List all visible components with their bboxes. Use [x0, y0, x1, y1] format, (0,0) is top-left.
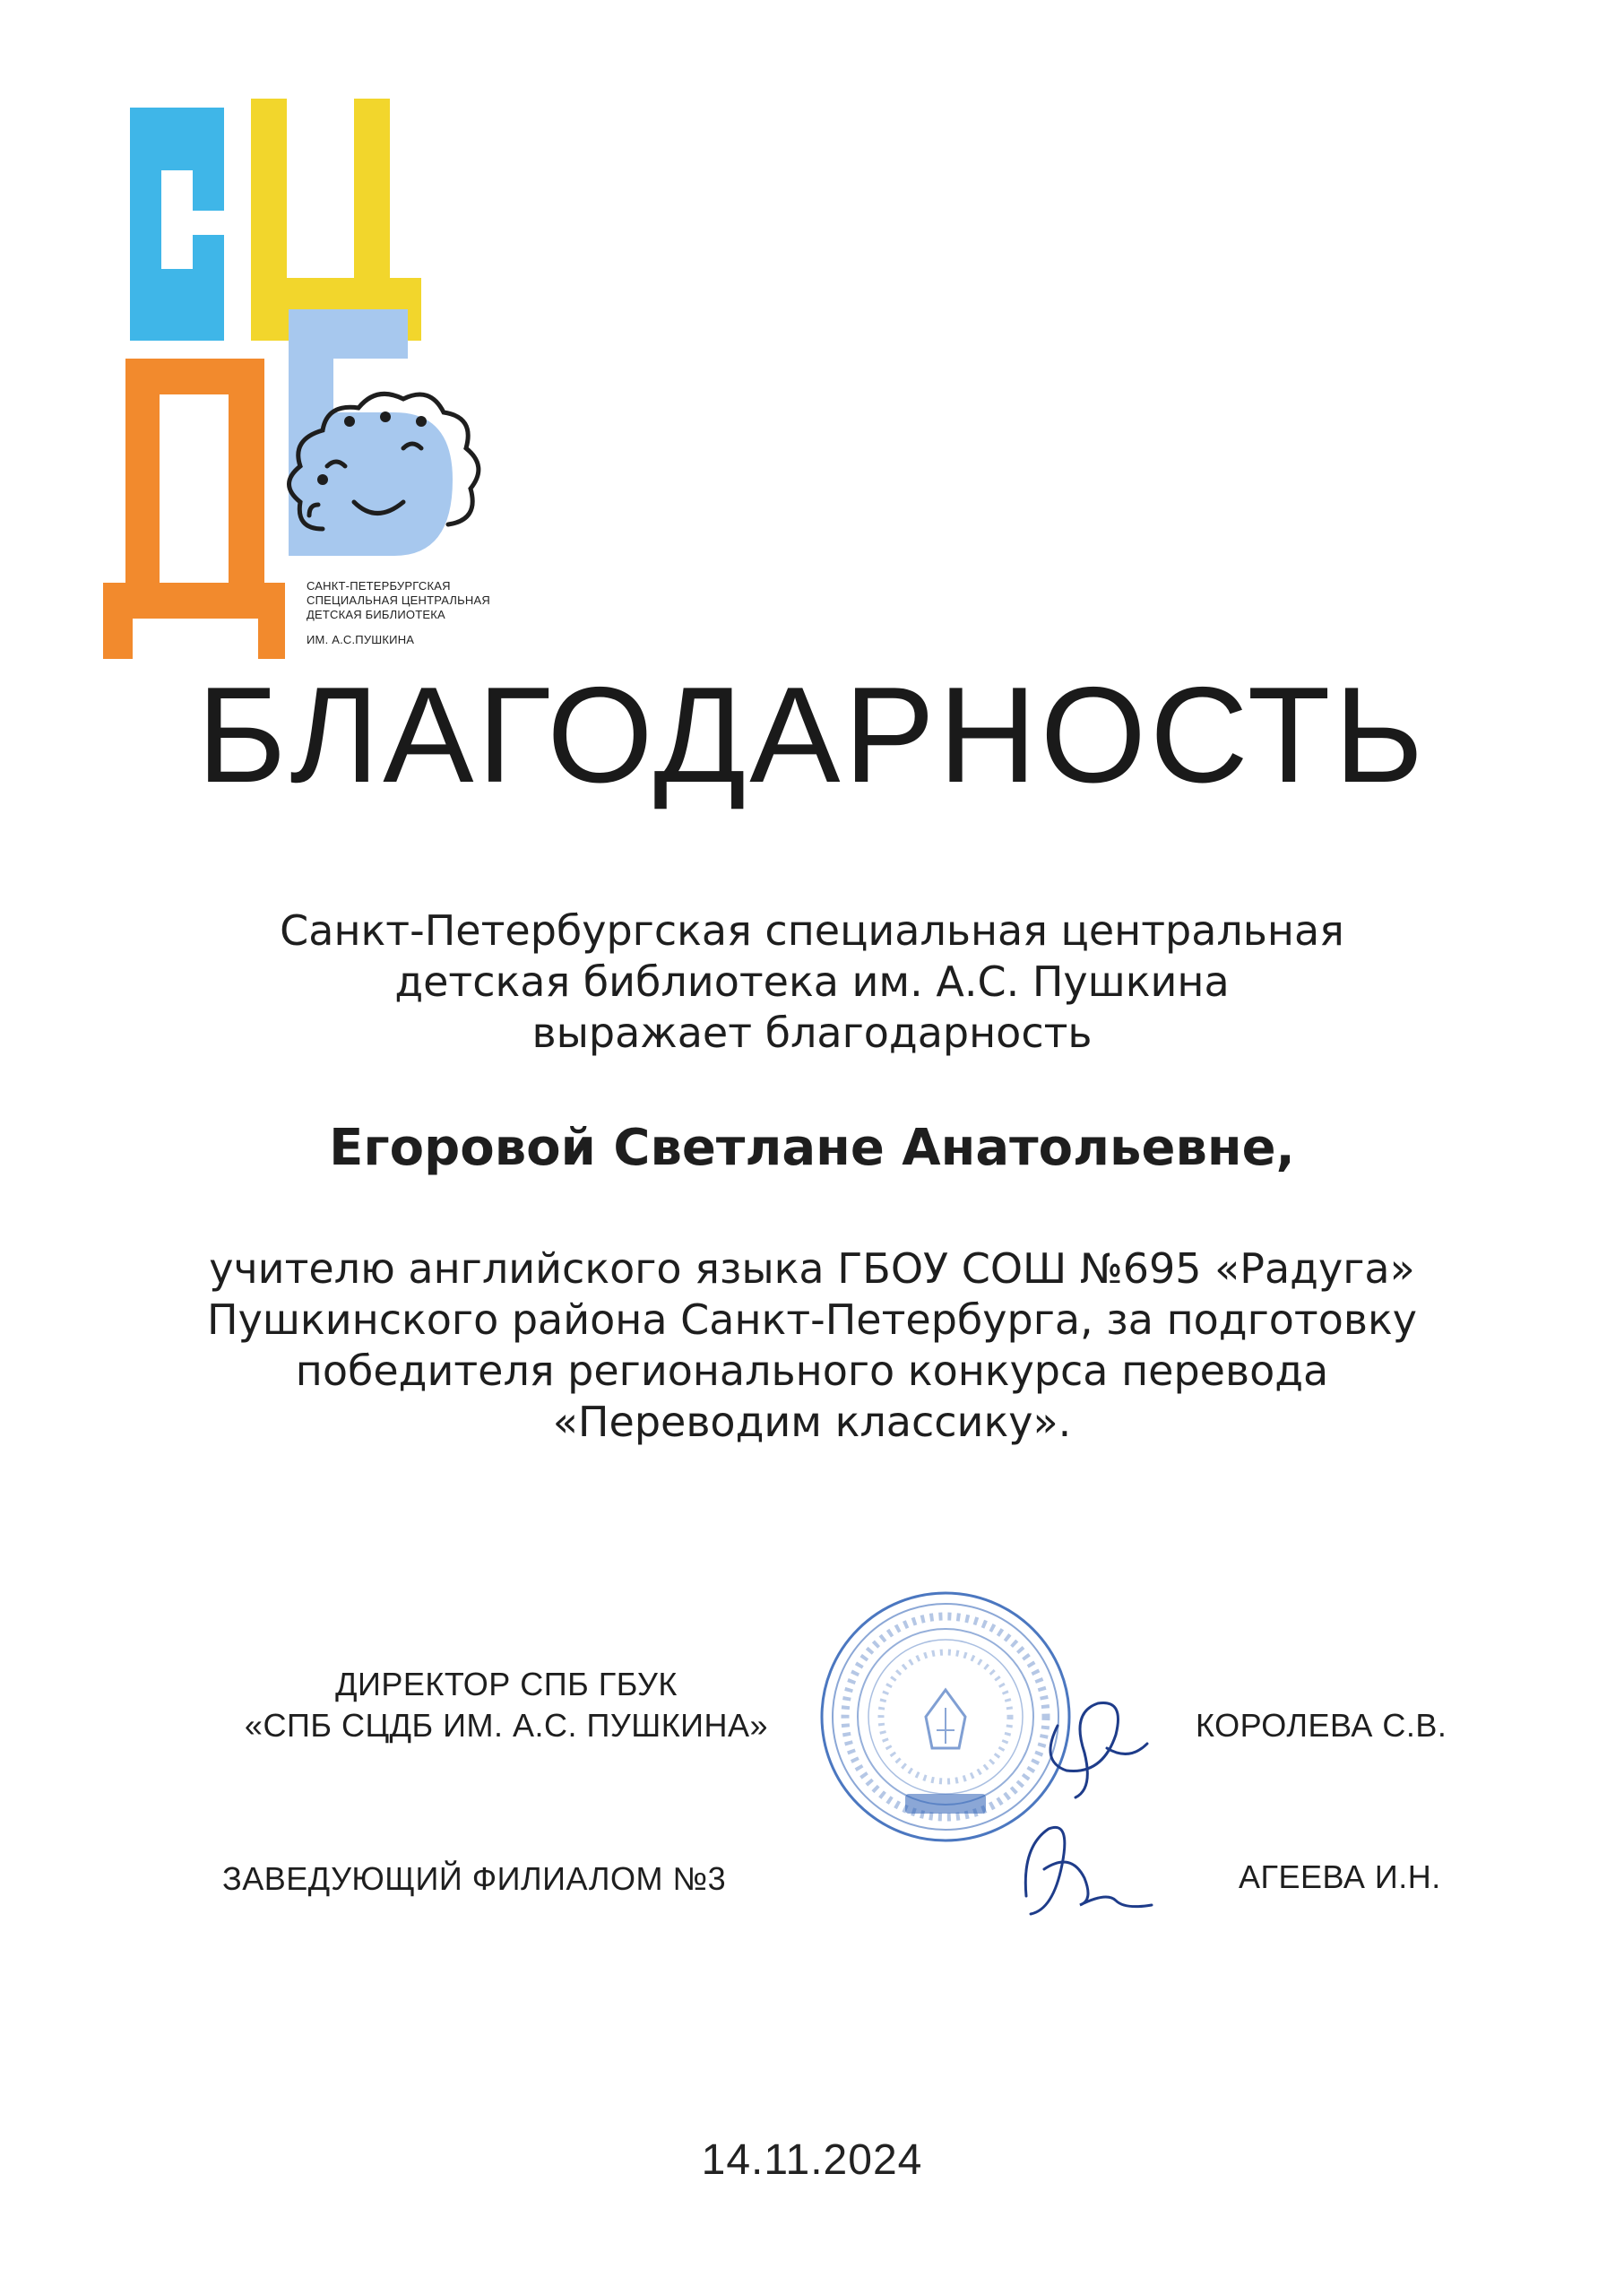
reason-line: «Переводим классику».	[552, 1398, 1072, 1446]
certificate-title: БЛАГОДАРНОСТЬ	[196, 659, 1428, 811]
branch-signature-icon	[1008, 1811, 1170, 1927]
intro-text	[0, 905, 1624, 1059]
intro-line: Санкт-Петербургская специальная центральная	[280, 906, 1344, 955]
logo-caption-line: САНКТ-ПЕТЕРБУРГСКАЯ	[307, 579, 451, 593]
director-name: КОРОЛЕВА С.В.	[1196, 1707, 1447, 1744]
director-title-line: ДИРЕКТОР СПБ ГБУК	[335, 1666, 678, 1702]
logo-caption	[307, 579, 490, 647]
reason-line: победителя регионального конкурса перевода	[295, 1347, 1329, 1395]
director-title-line: «СПБ СЦДБ ИМ. А.С. ПУШКИНА»	[244, 1707, 769, 1744]
reason-text	[0, 1243, 1624, 1448]
director-signature-icon	[1031, 1663, 1156, 1806]
intro-line: детская библиотека им. А.С. Пушкина	[394, 957, 1230, 1006]
reason-line: Пушкинского района Санкт-Петербурга, за подготовку	[207, 1295, 1417, 1344]
branch-head-title: ЗАВЕДУЮЩИЙ ФИЛИАЛОМ №3	[222, 1860, 727, 1897]
director-title	[179, 1664, 834, 1746]
issue-date: 14.11.2024	[701, 2136, 923, 2184]
branch-head-name: АГЕЕВА И.Н.	[1239, 1858, 1441, 1895]
logo-caption-line: ИМ. А.С.ПУШКИНА	[307, 633, 415, 646]
logo-caption-line: ДЕТСКАЯ БИБЛИОТЕКА	[307, 608, 445, 621]
logo-caption-line: СПЕЦИАЛЬНАЯ ЦЕНТРАЛЬНАЯ	[307, 593, 490, 607]
intro-line: выражает благодарность	[531, 1009, 1093, 1057]
library-logo-icon	[0, 0, 1624, 681]
reason-line: учителю английского языка ГБОУ СОШ №695 «Радуга»	[209, 1244, 1415, 1293]
recipient-name: Егоровой Светлане Анатольевне,	[329, 1119, 1295, 1177]
